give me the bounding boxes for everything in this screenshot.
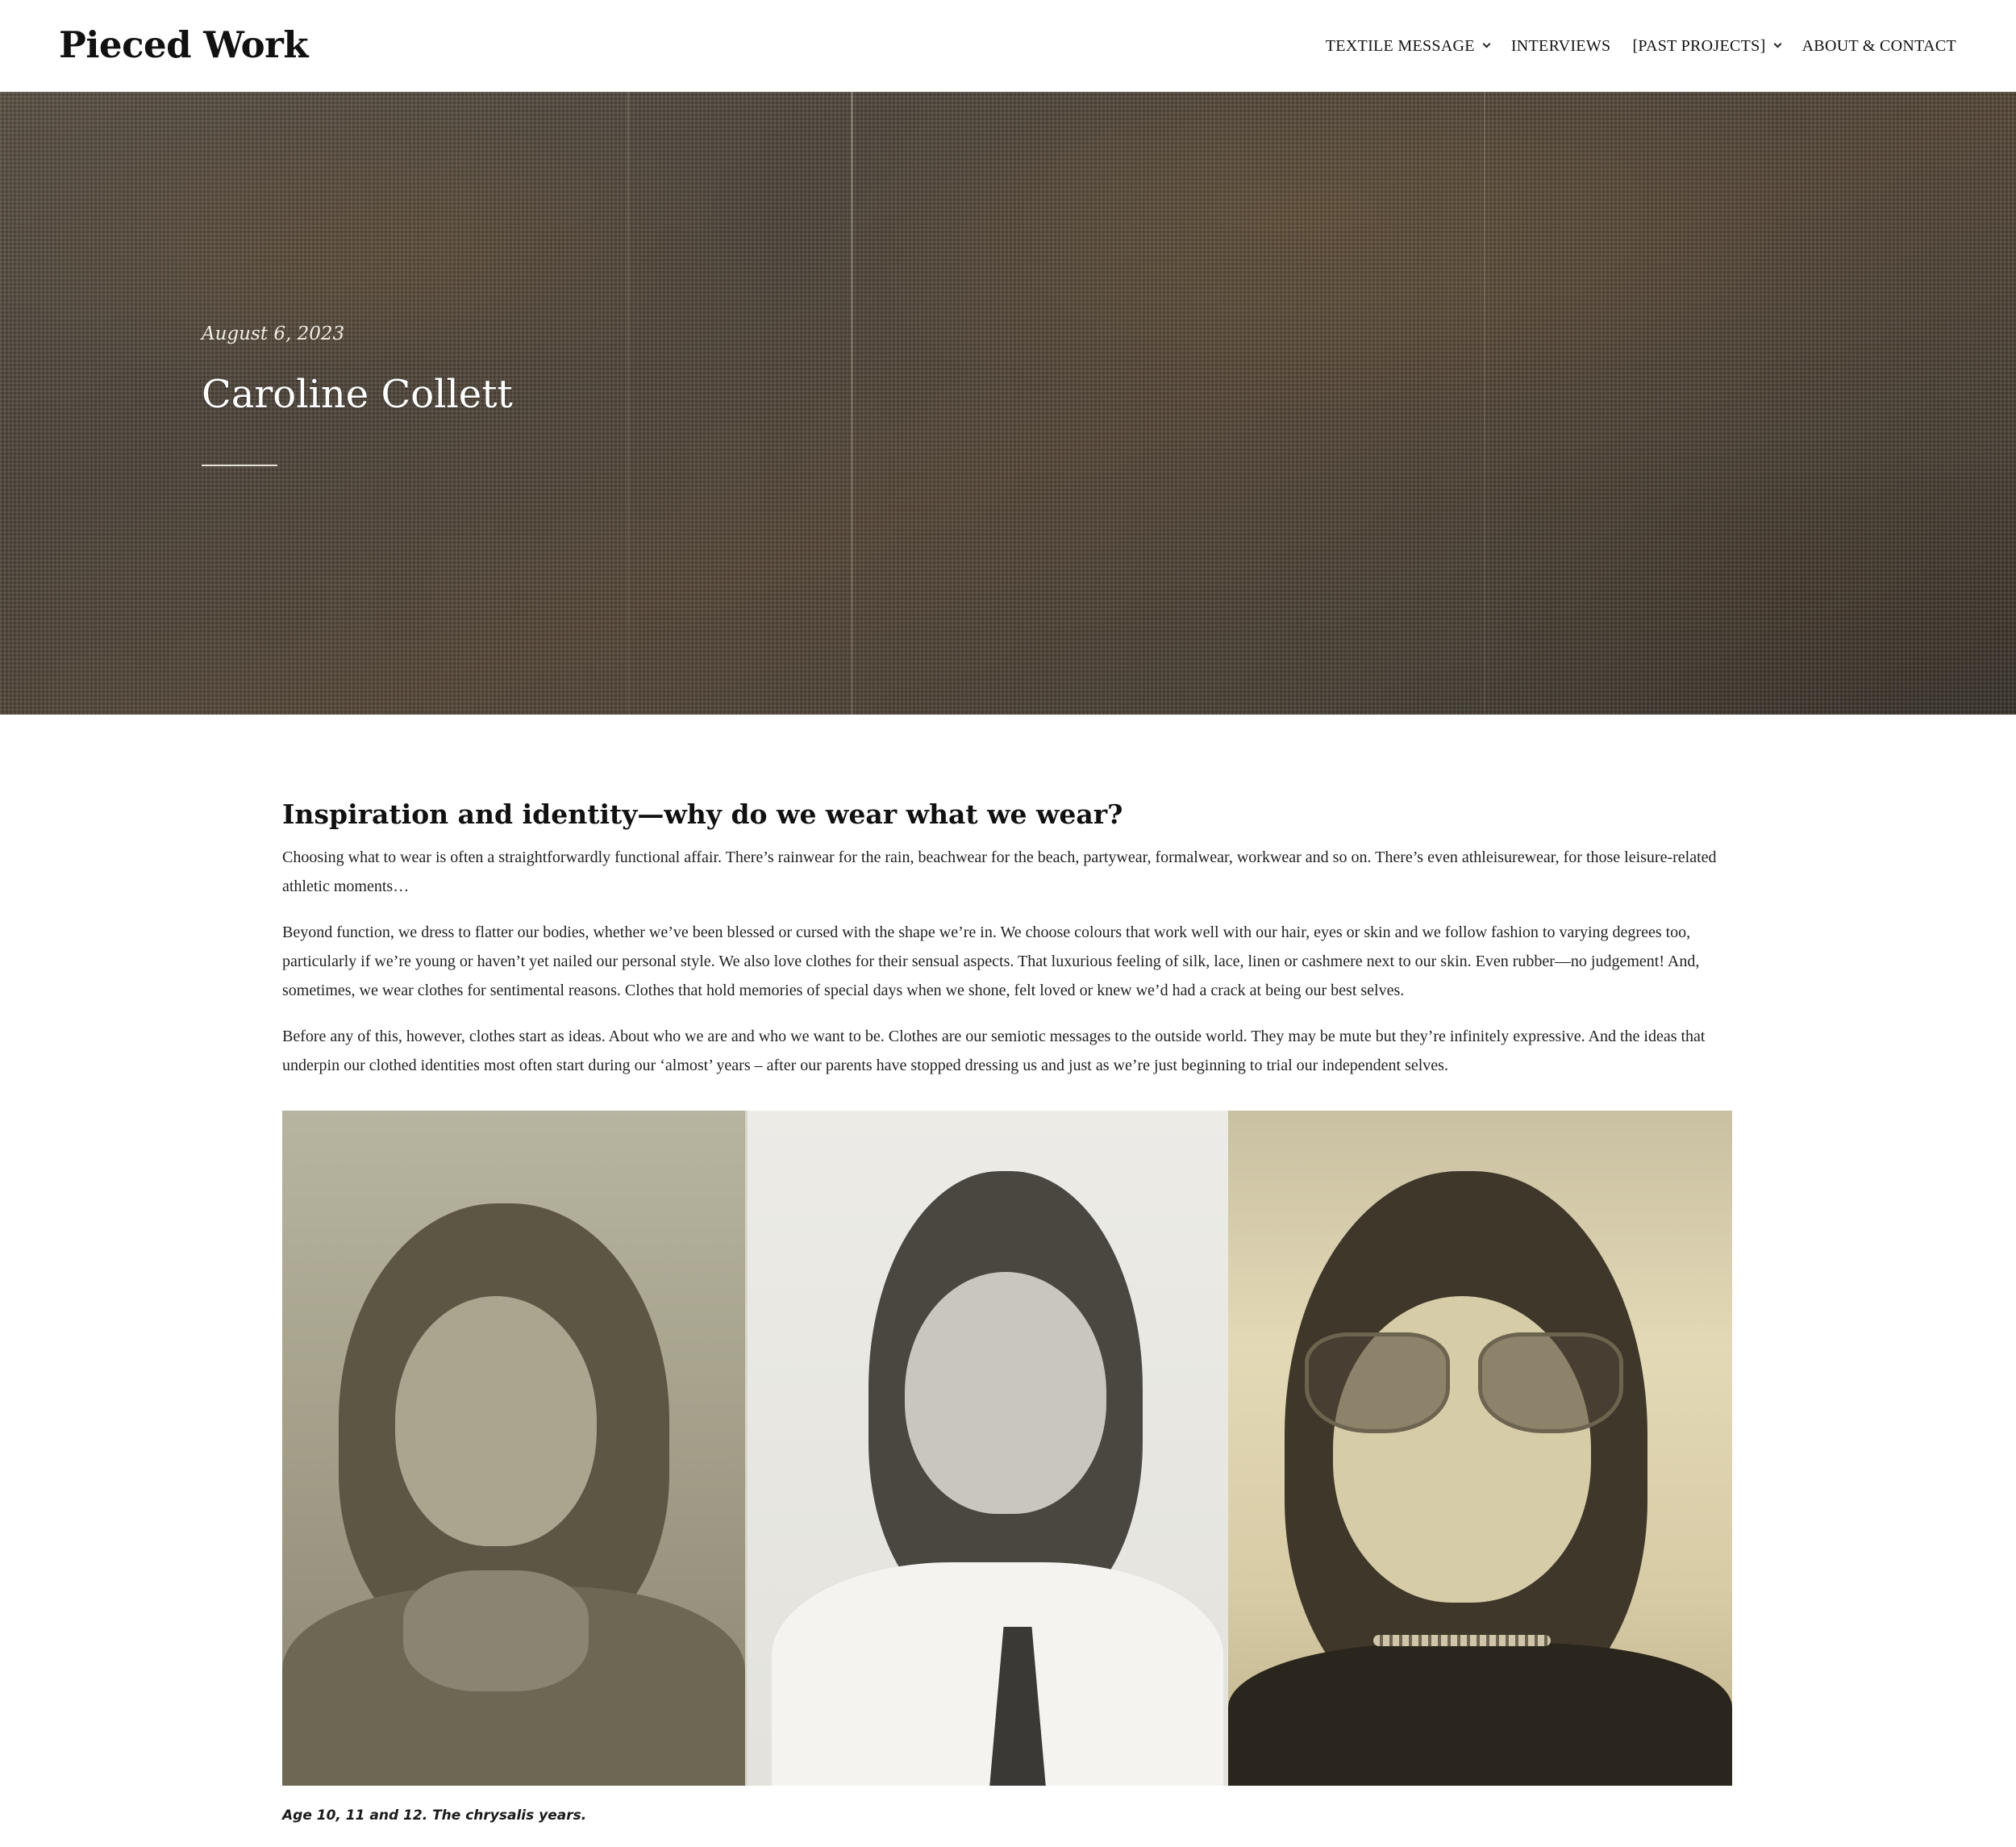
portrait-photo-age-12	[1228, 1111, 1732, 1786]
nav-item-label: ABOUT & CONTACT	[1801, 37, 1956, 55]
article-paragraph: Before any of this, however, clothes start as ideas. About who we are and who we want to be. Clothes are our semiotic messages to the outside world. They may be mute but they’re infinitely expressive. And the ideas that underpin our clothed identities most often start during our ‘almost’ years – after our parents have stopped dressing us and just as we’re just beginning to trial our independent selves.	[282, 1028, 1706, 1074]
portrait-photo-age-11	[745, 1111, 1228, 1786]
fabric-seam	[851, 92, 853, 715]
hero-content	[202, 318, 513, 421]
article-heading: Inspiration and identity—why do we wear what we wear?	[282, 798, 1123, 830]
post-title: Caroline Collett	[202, 372, 513, 417]
portrait-photo-age-10	[282, 1111, 745, 1786]
title-divider	[202, 465, 277, 466]
nav-item-label: INTERVIEWS	[1510, 37, 1611, 55]
portrait-photo-strip	[282, 1111, 1732, 1786]
nav-item-label: TEXTILE MESSAGE	[1325, 37, 1475, 55]
main-nav	[1326, 32, 1956, 60]
article-paragraph: Choosing what to wear is often a straightforwardly functional affair. There’s rainwear for the rain, beachwear for the beach, partywear, formalwear, workwear and so on. There’s even athleisurewear, for those leisure-related athletic moments…	[282, 848, 1717, 895]
turtleneck-shape	[403, 1570, 589, 1691]
nav-item-past-projects[interactable]	[1632, 32, 1780, 60]
lens-shape	[1478, 1332, 1623, 1433]
hero-banner	[0, 92, 2016, 715]
face-shape	[905, 1272, 1106, 1514]
article-body	[282, 794, 1734, 1080]
fabric-seam	[627, 92, 629, 715]
nav-item-about-contact[interactable]	[1802, 32, 1956, 60]
article-paragraph: Beyond function, we dress to flatter our bodies, whether we’ve been blessed or cursed with the shape we’re in. We choose colours that work well with our hair, eyes or skin and we follow fashion to varying degrees too, particularly if we’re young or haven’t yet nailed our personal style. We also love clothes for their sensual aspects. That luxurious feeling of silk, lace, linen or cashmere next to our skin. Even rubber—no judgement! And, sometimes, we wear clothes for sentimental reasons. Clothes that hold memories of special days when we shone, felt loved or knew we’d had a crack at being our best selves.	[282, 924, 1700, 999]
nav-item-interviews[interactable]	[1511, 32, 1611, 60]
face-shape	[395, 1296, 597, 1546]
post-date: August 6, 2023	[202, 323, 345, 344]
sunglasses-icon	[1305, 1332, 1627, 1437]
nav-item-textile-message[interactable]	[1326, 32, 1489, 60]
chevron-down-icon	[1482, 40, 1490, 48]
top-shape	[1228, 1643, 1732, 1786]
necklace-shape	[1373, 1635, 1551, 1646]
chevron-down-icon	[1773, 40, 1781, 48]
site-header	[0, 0, 2016, 92]
site-title[interactable]: Pieced Work	[59, 23, 308, 66]
photo-caption: Age 10, 11 and 12. The chrysalis years.	[282, 1807, 587, 1824]
nav-item-label: [PAST PROJECTS]	[1632, 37, 1766, 55]
lens-shape	[1305, 1332, 1450, 1433]
fabric-seam	[1484, 92, 1485, 715]
